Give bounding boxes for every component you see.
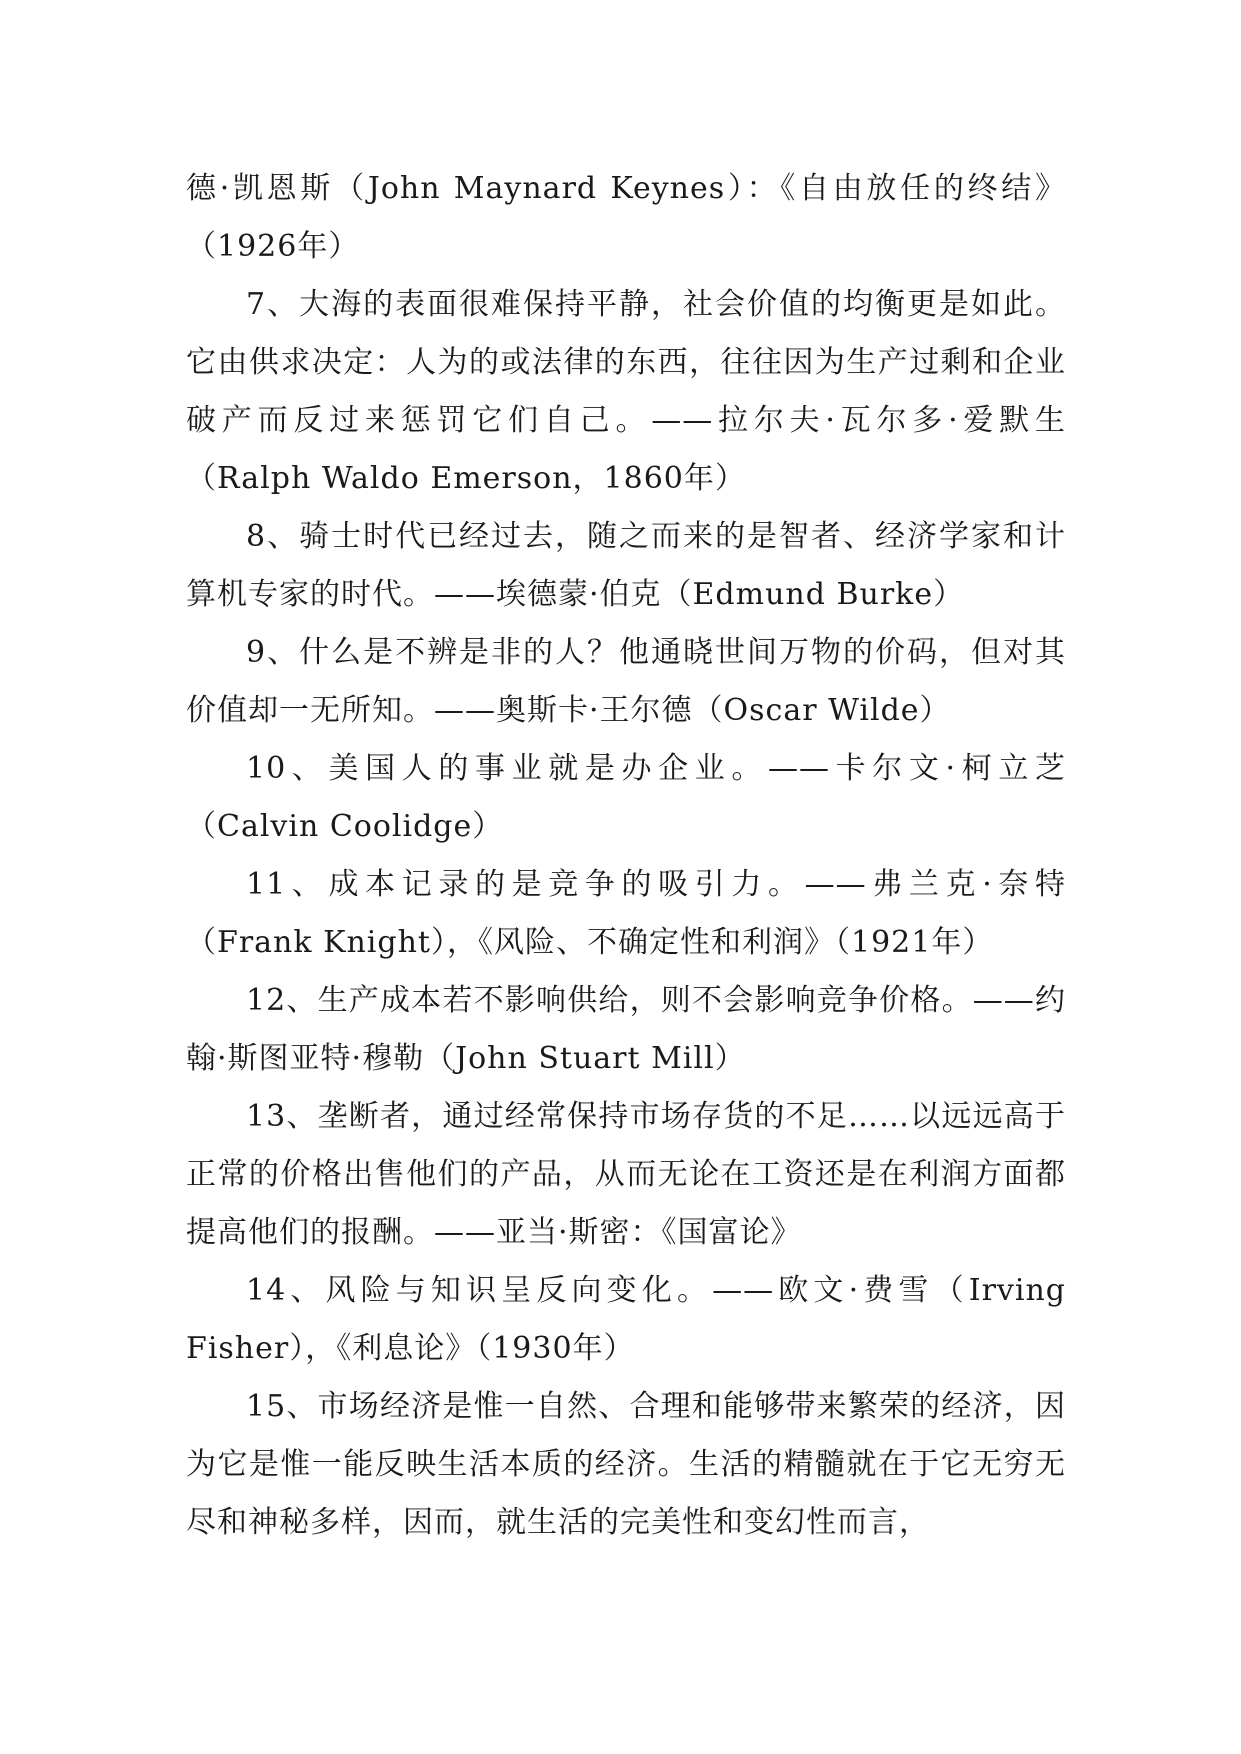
paragraph-quote-13: 13、垄断者，通过经常保持市场存货的不足……以远远高于正常的价格出售他们的产品，从而无论在工资还是在利润方面都提高他们的报酬。——亚当·斯密：《国富论》 <box>186 1099 1066 1250</box>
paragraph-quote-8: 8、骑士时代已经过去，随之而来的是智者、经济学家和计算机专家的时代。——埃德蒙·伯克（Edmund Burke） <box>186 519 1066 612</box>
document-body <box>186 160 1066 1552</box>
paragraph-quote-7: 7、大海的表面很难保持平静，社会价值的均衡更是如此。它由供求决定：人为的或法律的东西，往往因为生产过剩和企业破产而反过来惩罚它们自己。——拉尔夫·瓦尔多·爱默生（Ralph Waldo Emerson，1860年） <box>186 287 1066 496</box>
paragraph-quote-11: 11、成本记录的是竞争的吸引力。——弗兰克·奈特（Frank Knight），《风险、不确定性和利润》（1921年） <box>186 867 1066 960</box>
paragraph-quote-14: 14、风险与知识呈反向变化。——欧文·费雪（Irving Fisher），《利息论》（1930年） <box>186 1273 1066 1366</box>
paragraph-quote-10: 10、美国人的事业就是办企业。——卡尔文·柯立芝（Calvin Coolidge） <box>186 751 1066 844</box>
paragraph-quote-15: 15、市场经济是惟一自然、合理和能够带来繁荣的经济，因为它是惟一能反映生活本质的经济。生活的精髓就在于它无穷无尽和神秘多样，因而，就生活的完美性和变幻性而言， <box>186 1389 1066 1540</box>
paragraph-keynes-continuation: 德·凯恩斯（John Maynard Keynes）：《自由放任的终结》（1926年） <box>186 171 1066 264</box>
paragraph-quote-9: 9、什么是不辨是非的人？他通晓世间万物的价码，但对其价值却一无所知。——奥斯卡·王尔德（Oscar Wilde） <box>186 635 1066 728</box>
paragraph-quote-12: 12、生产成本若不影响供给，则不会影响竞争价格。——约翰·斯图亚特·穆勒（John Stuart Mill） <box>186 983 1066 1076</box>
